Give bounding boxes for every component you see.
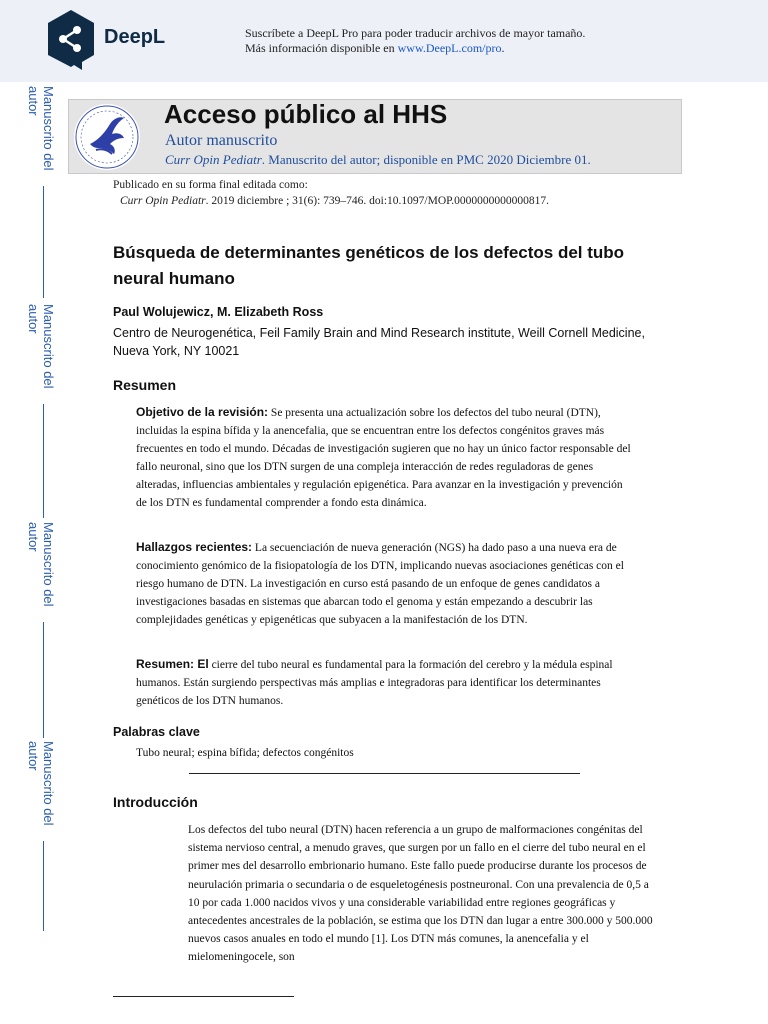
promo-prefix: Más información disponible en — [245, 41, 398, 55]
side-rule — [43, 404, 44, 518]
side-rule — [43, 186, 44, 298]
abstract-objective — [136, 403, 636, 512]
promo-suffix: . — [501, 41, 505, 55]
deepl-wordmark[interactable]: DeepL — [104, 26, 166, 48]
abstract-findings-text: La secuenciación de nueva generación (NGS) ha dado paso a una nueva era de conocimiento genómico de la fisiopatología de los DTN, implicando nuevas asociaciones genéticas con el riesgo humano de DTN. La investigación en curso está pasando de un enfoque de genes candidatos a investigaciones basadas en sistemas que abarcan todo el genoma y están empezando a descubrir las complejidades genéticas y epigenéticas que subyacen a la manifestación de los DTN. — [136, 542, 624, 626]
article-affiliation: Centro de Neurogenética, Feil Family Brain and Mind Research institute, Weill Cornell Medicine, Nueva York, NY 10021 — [113, 326, 645, 358]
abstract-findings-lead: Hallazgos recientes: — [136, 540, 253, 554]
footnote-divider — [113, 996, 294, 997]
publication-citation — [113, 193, 549, 209]
hhs-journal: Curr Opin Pediatr — [165, 152, 262, 167]
abstract-summary-text: cierre del tubo neural es fundamental para la formación del cerebro y la médula espinal humanos. Están surgiendo perspectivas más amplias e integradoras para identificar los determinantes genéticos de los DTN humanos. — [136, 659, 613, 707]
promo-line-1: Suscríbete a DeepL Pro para poder traducir archivos de mayor tamaño. — [245, 26, 586, 40]
abstract-findings — [136, 538, 636, 629]
abstract-summary — [136, 655, 636, 710]
promo-message — [245, 26, 585, 56]
keywords-text: Tubo neural; espina bífida; defectos congénitos — [136, 747, 354, 759]
publication-details: . 2019 diciembre ; 31(6): 739–746. doi:10.1097/MOP.0000000000000817. — [205, 195, 550, 207]
article-title: Búsqueda de determinantes genéticos de los defectos del tubo neural humano — [113, 243, 625, 288]
article-authors: Paul Wolujewicz, M. Elizabeth Ross — [113, 305, 324, 319]
side-rule — [43, 622, 44, 738]
publication-note — [113, 177, 549, 209]
publication-intro: Publicado en su forma final editada como: — [113, 179, 308, 191]
abstract-objective-text: Se presenta una actualización sobre los defectos del tubo neural (DTN), incluidas la espina bífida y la anencefalia, que se encuentran entre los defectos congénitos graves más frecuentes en todo el mundo. Décadas de investigación sugieren que no hay un único factor responsable del fallo neuronal, sino que los DTN surgen de una compleja interacción de redes reguladoras de genes alteradas, influencias ambientales y regulación epigenética. Para avanzar en la investigación y prevención de los DTN es fundamental comprender a fondo esta dinámica. — [136, 407, 631, 509]
abstract-objective-lead: Objetivo de la revisión: — [136, 405, 269, 419]
side-label-author-manuscript: Manuscrito del autor — [26, 741, 56, 826]
abstract-heading: Resumen — [113, 377, 177, 393]
side-label-author-manuscript: Manuscrito del autor — [26, 86, 56, 171]
publication-journal: Curr Opin Pediatr — [120, 195, 206, 207]
deepl-logo-icon[interactable] — [46, 9, 96, 71]
side-label-author-manuscript: Manuscrito del autor — [26, 304, 56, 389]
hhs-seal-icon — [74, 104, 140, 170]
divider — [189, 773, 580, 774]
deepl-pro-link[interactable]: www.DeepL.com/pro — [397, 41, 502, 55]
introduction-text: Los defectos del tubo neural (DTN) hacen referencia a un grupo de malformaciones congénitas del sistema nervioso central, a menudo graves, que surgen por un fallo en el cierre del tubo neural en el primer mes del desarrollo embrionario humano. Este fallo puede producirse durante los procesos de neurulación primaria o secundaria o de esqueletogénesis postneuronal. Con una prevalencia de 0,5 a 10 por cada 1.000 nacidos vivos y una considerable variabilidad entre regiones geográficas y antecedentes ancestrales de la población, se estima que los DTN dan lugar a entre 300.000 y 500.000 nuevos casos anuales en todo el mundo [1]. Los DTN más comunes, la anencefalia y el mielomeningocele, son — [188, 824, 653, 964]
introduction-heading: Introducción — [113, 794, 198, 810]
side-rule — [43, 841, 44, 931]
keywords-heading: Palabras clave — [113, 725, 200, 739]
side-label-author-manuscript: Manuscrito del autor — [26, 522, 56, 607]
hhs-citation — [165, 152, 591, 168]
hhs-title: Acceso público al HHS — [164, 99, 448, 129]
abstract-summary-lead: Resumen: El — [136, 657, 209, 671]
promo-line-2 — [245, 41, 585, 56]
deepl-banner — [0, 0, 768, 82]
hhs-subtitle: Autor manuscrito — [165, 132, 278, 149]
hhs-cite-details: . Manuscrito del autor; disponible en PMC 2020 Diciembre 01. — [261, 152, 591, 167]
